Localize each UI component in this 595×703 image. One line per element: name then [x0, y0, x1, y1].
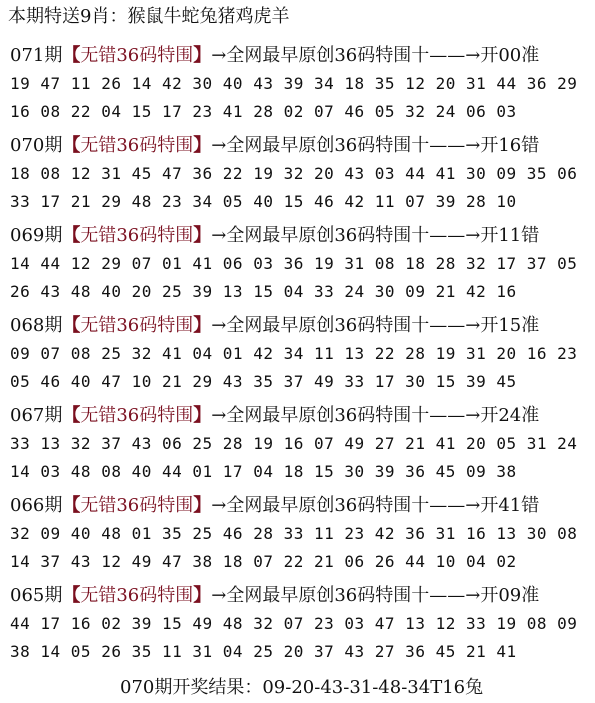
period-id: 071期: [10, 45, 63, 66]
period-block: [10, 132, 595, 216]
numbers-row-2: 33 17 21 29 48 23 34 05 40 15 46 42 11 07 39 28 10: [10, 192, 517, 211]
period-headline: [10, 402, 595, 430]
period-block: [10, 42, 595, 126]
label-close-bracket: 】: [193, 495, 212, 516]
period-headline: [10, 492, 595, 520]
period-id: 070期: [10, 135, 63, 156]
numbers-row-2: 38 14 05 26 35 11 31 04 25 20 37 43 27 36 45 21 41: [10, 642, 517, 661]
label-open-bracket: 【: [62, 225, 81, 246]
label-text: 无错36码特围: [80, 405, 194, 426]
numbers-row-1: 09 07 08 25 32 41 04 01 42 34 11 13 22 28 19 31 20 16 23: [10, 344, 578, 363]
period-id: 068期: [10, 315, 63, 336]
label-close-bracket: 】: [193, 315, 212, 336]
period-block: [10, 222, 595, 306]
arrow-text: →全网最早原创36码特围十——→开: [211, 405, 499, 426]
label-text: 无错36码特围: [80, 315, 194, 336]
label-open-bracket: 【: [62, 405, 81, 426]
label-open-bracket: 【: [62, 45, 81, 66]
numbers-row-2: 16 08 22 04 15 17 23 41 28 02 07 46 05 32 24 06 03: [10, 102, 517, 121]
arrow-text: →全网最早原创36码特围十——→开: [211, 45, 499, 66]
label-close-bracket: 】: [193, 585, 212, 606]
period-headline: [10, 582, 595, 610]
period-id: 069期: [10, 225, 63, 246]
period-block: [10, 402, 595, 486]
numbers-row-2: 26 43 48 40 20 25 39 13 15 04 33 24 30 09 21 42 16: [10, 282, 517, 301]
numbers-row-2: 14 03 48 08 40 44 01 17 04 18 15 30 39 36 45 09 38: [10, 462, 517, 481]
label-text: 无错36码特围: [80, 225, 194, 246]
numbers-row-2: 14 37 43 12 49 47 38 18 07 22 21 06 26 44 10 04 02: [10, 552, 517, 571]
period-result: 11错: [498, 225, 540, 246]
numbers-row-1: 44 17 16 02 39 15 49 48 32 07 23 03 47 13 12 33 19 08 09: [10, 614, 578, 633]
numbers-row-1: 32 09 40 48 01 35 25 46 28 33 11 23 42 36 31 16 13 30 08: [10, 524, 578, 543]
arrow-text: →全网最早原创36码特围十——→开: [211, 225, 499, 246]
label-close-bracket: 】: [193, 225, 212, 246]
period-headline: [10, 222, 595, 250]
numbers-row-1: 33 13 32 37 43 06 25 28 19 16 07 49 27 21 41 20 05 31 24: [10, 434, 578, 453]
period-block: [10, 312, 595, 396]
period-id: 067期: [10, 405, 63, 426]
period-result: 15准: [498, 315, 540, 336]
label-close-bracket: 】: [193, 45, 212, 66]
period-result: 00准: [498, 45, 540, 66]
label-text: 无错36码特围: [80, 495, 194, 516]
numbers-row-2: 05 46 40 47 10 21 29 43 35 37 49 33 17 30 15 39 45: [10, 372, 517, 391]
numbers-row-1: 18 08 12 31 45 47 36 22 19 32 20 43 03 44 41 30 09 35 06: [10, 164, 578, 183]
label-text: 无错36码特围: [80, 45, 194, 66]
numbers-row-1: 19 47 11 26 14 42 30 40 43 39 34 18 35 12 20 31 44 36 29: [10, 74, 578, 93]
period-result: 24准: [498, 405, 540, 426]
period-id: 065期: [10, 585, 63, 606]
page-header: 本期特送9肖：猴鼠牛蛇兔猪鸡虎羊: [8, 6, 290, 27]
numbers-row-1: 14 44 12 29 07 01 41 06 03 36 19 31 08 18 28 32 17 37 05: [10, 254, 578, 273]
label-text: 无错36码特围: [80, 585, 194, 606]
label-open-bracket: 【: [62, 585, 81, 606]
period-result: 41错: [498, 495, 540, 516]
period-headline: [10, 42, 595, 70]
arrow-text: →全网最早原创36码特围十——→开: [211, 495, 499, 516]
period-block: [10, 582, 595, 666]
arrow-text: →全网最早原创36码特围十——→开: [211, 315, 499, 336]
arrow-text: →全网最早原创36码特围十——→开: [211, 585, 499, 606]
label-close-bracket: 】: [193, 405, 212, 426]
period-headline: [10, 132, 595, 160]
period-headline: [10, 312, 595, 340]
period-id: 066期: [10, 495, 63, 516]
label-close-bracket: 】: [193, 135, 212, 156]
label-open-bracket: 【: [62, 495, 81, 516]
label-open-bracket: 【: [62, 135, 81, 156]
arrow-text: →全网最早原创36码特围十——→开: [211, 135, 499, 156]
label-open-bracket: 【: [62, 315, 81, 336]
draw-result-footer: 070期开奖结果：09-20-43-31-48-34T16兔: [120, 677, 484, 698]
period-result: 09准: [498, 585, 540, 606]
label-text: 无错36码特围: [80, 135, 194, 156]
period-block: [10, 492, 595, 576]
period-result: 16错: [498, 135, 540, 156]
